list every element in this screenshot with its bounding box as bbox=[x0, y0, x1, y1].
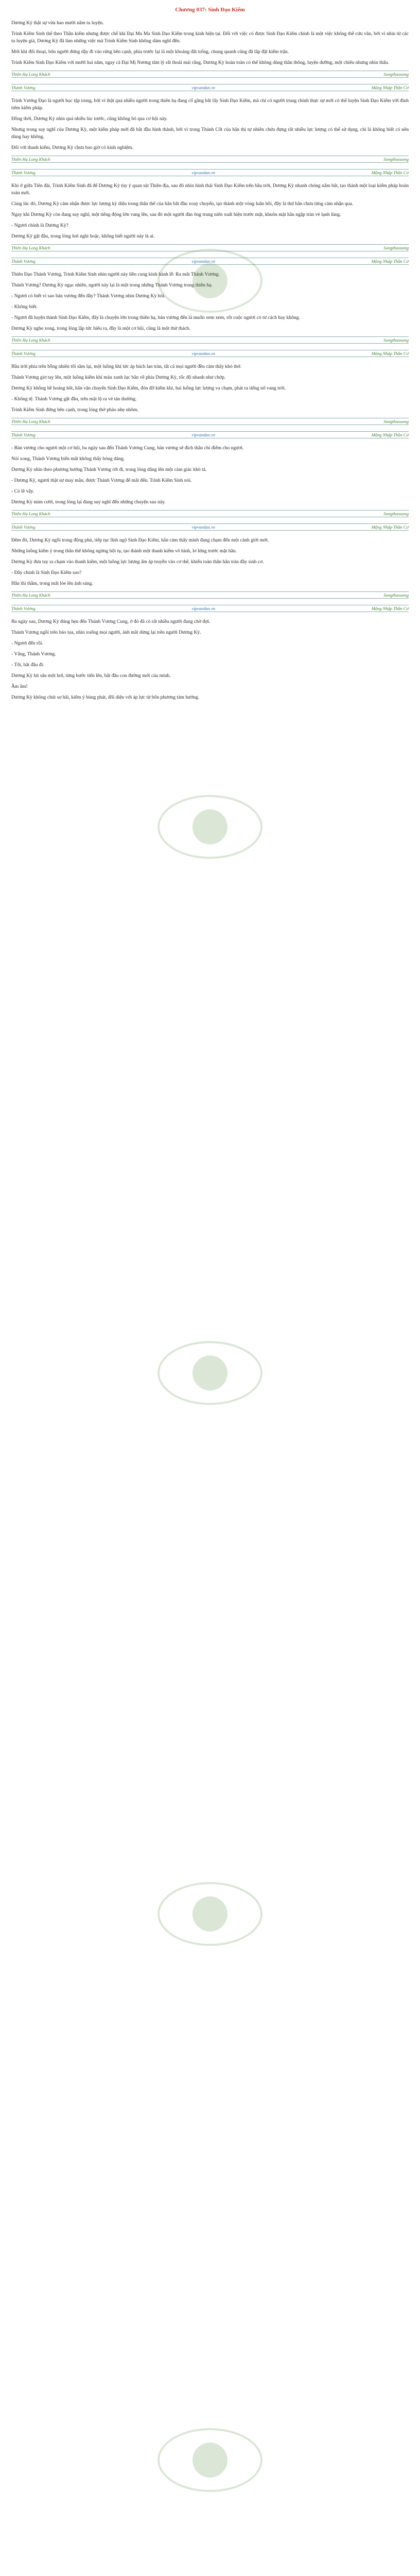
page-separator bbox=[11, 244, 409, 251]
separator-right-text: Mộng Nhập Thần Cơ bbox=[371, 170, 409, 175]
page-separator bbox=[11, 258, 409, 265]
separator-mid-text: vipvandan.vn bbox=[191, 606, 215, 611]
logo-watermark-icon bbox=[154, 788, 266, 866]
separator-mid-text: vipvandan.vn bbox=[191, 524, 215, 530]
paragraph: Đồng thời, Dương Kỳ nhìn quá nhiều lúc trước, cũng không bỏ qua cơ hội này. bbox=[11, 116, 168, 122]
separator-mid-text: vipvandan.vn bbox=[191, 351, 215, 356]
page-separator bbox=[11, 84, 409, 91]
paragraph: - Đây chính là Sinh Đạo Kiếm sao? bbox=[11, 570, 82, 575]
separator-right-text: Songthuxuong bbox=[383, 511, 409, 516]
paragraph: - Ngươi chính là Dương Kỳ? bbox=[11, 223, 68, 228]
separator-right-text: Songthuxuong bbox=[383, 157, 409, 162]
paragraph: Hắn thì thầm, trong mắt lóe lên ánh sáng. bbox=[11, 581, 93, 586]
separator-left-text: Thiên Hạ Long Khách bbox=[11, 337, 50, 343]
separator-left-text: Thiên Hạ Long Khách bbox=[11, 245, 50, 250]
paragraph: Thánh Vương? Dương Kỳ ngạc nhiên, người này lại là một trong những Thánh Vương trong thiên hạ. bbox=[11, 282, 213, 288]
separator-left-text: Thiên Hạ Long Khách bbox=[11, 157, 50, 162]
separator-mid-text: vipvandan.vn bbox=[191, 170, 215, 175]
paragraph: Dương Kỳ không hề hoảng hốt, hắn vận chuyển Sinh Đạo Kiếm, đón đỡ kiếm khí, hai luồng lực lượng va chạm, phát ra tiếng nổ vang trời. bbox=[11, 385, 286, 391]
logo-watermark-icon bbox=[154, 1875, 266, 1953]
separator-mid-text: vipvandan.vn bbox=[191, 432, 215, 437]
paragraph: - Vâng, Thánh Vương. bbox=[11, 651, 56, 657]
content-block-2 bbox=[11, 97, 409, 151]
paragraph: - Ngươi có biết vì sao bản vương đến đây? Thánh Vương nhìn Dương Kỳ hỏi. bbox=[11, 293, 166, 299]
paragraph: Dương Kỳ mỉm cười, trong lòng lại đang suy nghĩ đến những chuyện sau này. bbox=[11, 499, 166, 505]
paragraph: Trình Kiếm Sinh Đạo Kiếm với mười hai năm, ngay cả Đại Mị Nương tâm lý rất thoải mái rằng, Dương Kỳ hoàn toàn có thể không dùng thần thông, luyện dưỡng, một chiêu nhưng nhìn thấu. bbox=[11, 60, 389, 65]
page-separator bbox=[11, 350, 409, 357]
paragraph: Dương Kỳ gật đầu, trong lòng hơi nghi hoặc, không biết người này là ai. bbox=[11, 233, 155, 239]
paragraph: Trình Kiếm Sinh thể theo Thần kiếm nhưng được chế khi Đại Mu Ma Sinh Đạo Kiếm trong kinh hiện tại. Đối với việc có được Sinh Đạo Kiếm chính là một việc không thể cứu vãn, bởi vì nhìn từ các tu luyện giả, Dương Kỳ đã làm những việc mà Trình Kiếm Sinh không dám nghĩ đến. bbox=[11, 31, 409, 44]
paragraph: - Dương Kỳ, ngươi thật sự may mắn, được Thánh Vương để mắt đến. Trình Kiếm Sinh nói. bbox=[11, 478, 192, 483]
page-separator bbox=[11, 169, 409, 176]
paragraph: - Ngươi đến rồi. bbox=[11, 640, 43, 646]
content-block-1 bbox=[11, 20, 409, 66]
page-separator bbox=[11, 431, 409, 438]
separator-left-text: Thánh Vương bbox=[11, 432, 36, 437]
paragraph: Ầm ầm! bbox=[11, 684, 28, 689]
content-block-8 bbox=[11, 618, 409, 680]
paragraph: Bầu trời phía trên bỗng nhiên tối sầm lại, một luồng khí tức áp bách lan tràn, tất cả mọi người đều cảm thấy khó thở. bbox=[11, 364, 242, 369]
page-separator bbox=[11, 156, 409, 163]
paragraph: - Tốt, bắt đầu đi. bbox=[11, 662, 44, 668]
separator-left-text: Thánh Vương bbox=[11, 524, 36, 530]
paragraph: Đêm đó, Dương Kỳ ngồi trong động phủ, tiếp tục lĩnh ngộ Sinh Đạo Kiếm, hắn cảm thấy mình đang chạm đến một cảnh giới mới. bbox=[11, 537, 269, 543]
paragraph: - Bản vương cho ngươi một cơ hội, ba ngày sau đến Thánh Vương Cung, bản vương sẽ đích thân chỉ điểm cho ngươi. bbox=[11, 445, 244, 451]
page-separator bbox=[11, 71, 409, 78]
separator-left-text: Thánh Vương bbox=[11, 259, 36, 264]
separator-right-text: Mộng Nhập Thần Cơ bbox=[371, 85, 409, 90]
paragraph: Trình Vương Đạo là người học tập trung, bởi vì thật quá nhiều người trong thiên hạ đang cố gắng bắt lấy Sinh Đạo Kiếm, mà chỉ có người trung chính thực sự mới có thể luyện Sinh Đạo Kiếm với đỉnh tiêm kiếm pháp. bbox=[11, 98, 409, 111]
paragraph: Cùng lúc đó, Dương Kỳ cảm nhận được lực lượng kỳ diệu trong thân thể của hắn bắt đầu xoay chuyển, tạo thành một vòng luân hồi, đây là thứ hắn chưa từng cảm nhận qua. bbox=[11, 201, 354, 207]
logo-watermark-icon bbox=[154, 2421, 266, 2499]
paragraph: Dương Kỳ không chút sợ hãi, kiếm ý bùng phát, đối diện với áp lực từ bốn phương tám hướng. bbox=[11, 694, 200, 700]
separator-left-text: Thánh Vương bbox=[11, 351, 36, 356]
paragraph: Nói xong, Thánh Vương biến mất không thấy bóng dáng. bbox=[11, 456, 125, 462]
separator-right-text: Mộng Nhập Thần Cơ bbox=[371, 524, 409, 530]
paragraph: - Có lẽ vậy. bbox=[11, 488, 34, 494]
paragraph: Khi ở giữa Tiên đài, Trình Kiếm Sinh đã để Dương Kỳ tùy ý quan sát Thiên địa, sau đó nhìn hình thái Sinh Đạo Kiếm trên bầu trời, Dương Kỳ nhanh chóng nắm bắt, tạo thành một loại kiếm pháp hoàn toàn mới. bbox=[11, 183, 409, 196]
separator-left-text: Thiên Hạ Long Khách bbox=[11, 419, 50, 424]
content-ending bbox=[11, 683, 409, 701]
paragraph: Mới khi đối thoại, bốn người đứng dậy đi vào rừng bên cạnh, phía trước lại là một khoảng đất trống, chung quanh cũng đã lắp đặt kiếm trận. bbox=[11, 49, 289, 55]
paragraph: Thánh Vương giơ tay lên, một luồng kiếm khí màu xanh lục bắn về phía Dương Kỳ, tốc độ nhanh như chớp. bbox=[11, 375, 226, 380]
separator-left-text: Thánh Vương bbox=[11, 85, 36, 90]
content-block-7 bbox=[11, 537, 409, 587]
paragraph: Ngay khi Dương Kỳ còn đang suy nghĩ, một tiếng động lớn vang lên, sau đó một người đàn ông trung niên xuất hiện trước mặt, khuôn mặt hắn ngập tràn vẻ lạnh lùng. bbox=[11, 212, 341, 217]
separator-right-text: Songthuxuong bbox=[383, 592, 409, 598]
paragraph: Dương Kỳ nhìn theo phương hướng Thánh Vương rời đi, trong lòng dâng lên một cảm giác khó tả. bbox=[11, 467, 207, 472]
page-separator bbox=[11, 336, 409, 344]
paragraph: Trình Kiếm Sinh đứng bên cạnh, trong lòng thở phào nhẹ nhõm. bbox=[11, 407, 138, 413]
separator-mid-text: vipvandan.vn bbox=[191, 85, 215, 90]
separator-left-text: Thánh Vương bbox=[11, 606, 36, 611]
separator-right-text: Mộng Nhập Thần Cơ bbox=[371, 259, 409, 264]
page-separator bbox=[11, 523, 409, 531]
paragraph: - Ngươi đã luyện thành Sinh Đạo Kiếm, đây là chuyện lớn trong thiên hạ, bản vương đến là muốn xem xem, rốt cuộc ngươi có tư cách hay không. bbox=[11, 315, 300, 320]
separator-right-text: Songthuxuong bbox=[383, 72, 409, 77]
content-block-3 bbox=[11, 182, 409, 240]
separator-right-text: Mộng Nhập Thần Cơ bbox=[371, 432, 409, 437]
separator-left-text: Thiên Hạ Long Khách bbox=[11, 511, 50, 516]
paragraph: Dương Kỳ hít sâu một hơi, từng bước tiến lên, bắt đầu con đường mới của mình. bbox=[11, 673, 171, 679]
content-block-4 bbox=[11, 271, 409, 332]
paragraph: - Không biết. bbox=[11, 304, 38, 310]
separator-left-text: Thiên Hạ Long Khách bbox=[11, 72, 50, 77]
logo-watermark bbox=[154, 2421, 266, 2499]
paragraph: Dương Kỳ nghe xong, trong lòng lập tức hiểu ra, đây là một cơ hội, cũng là một thử thách. bbox=[11, 326, 190, 331]
content-block-5 bbox=[11, 363, 409, 414]
separator-left-text: Thánh Vương bbox=[11, 170, 36, 175]
page-separator bbox=[11, 591, 409, 599]
separator-right-text: Songthuxuong bbox=[383, 245, 409, 250]
separator-mid-text: vipvandan.vn bbox=[191, 259, 215, 264]
paragraph: Ba ngày sau, Dương Kỳ đúng hẹn đến Thánh Vương Cung, ở đó đã có rất nhiều người đang chờ đợi. bbox=[11, 619, 211, 624]
page-separator bbox=[11, 418, 409, 425]
paragraph: Đối với thanh kiếm, Dương Kỳ chưa bao giờ có kinh nghiệm. bbox=[11, 145, 133, 150]
page-separator bbox=[11, 605, 409, 612]
content-block-6 bbox=[11, 445, 409, 506]
paragraph: Dương Kỳ thật sự vừa hao mười năm tu luyện. bbox=[11, 20, 104, 26]
chapter-title: Chương 037: Sinh Đạo Kiếm bbox=[175, 7, 245, 13]
separator-right-text: Mộng Nhập Thần Cơ bbox=[371, 351, 409, 356]
logo-watermark bbox=[154, 1875, 266, 1953]
separator-left-text: Thiên Hạ Long Khách bbox=[11, 592, 50, 598]
logo-watermark bbox=[154, 788, 266, 866]
separator-right-text: Songthuxuong bbox=[383, 337, 409, 343]
paragraph: Thiên Đạo Thánh Vương, Trình Kiếm Sinh nhìn người này liền cung kính hành lễ: Ra mắt Thánh Vương. bbox=[11, 272, 220, 277]
page-separator bbox=[11, 510, 409, 517]
paragraph: - Không tệ. Thánh Vương gật đầu, trên mặt lộ ra vẻ tán thưởng. bbox=[11, 396, 137, 402]
logo-watermark-icon bbox=[154, 1334, 266, 1412]
paragraph: Những luồng kiếm ý trong thân thể không ngừng hội tụ, tạo thành một thanh kiếm vô hình, lơ lửng trước mặt hắn. bbox=[11, 548, 237, 554]
paragraph: Nhưng trong suy nghĩ của Dương Kỳ, một kiếm pháp mới đã bắt đầu hình thành, bởi vì trong Thánh Cốt của hắn thì tự nhiên chứa đựng rất nhiều lực lượng có thể sử dụng, chỉ là không biết có nên dùng hay không. bbox=[11, 127, 409, 140]
separator-right-text: Mộng Nhập Thần Cơ bbox=[371, 606, 409, 611]
logo-watermark bbox=[154, 1334, 266, 1412]
paragraph: Thánh Vương ngồi trên bảo tọa, nhìn xuống mọi người, ánh mắt dừng lại trên người Dương Kỳ. bbox=[11, 630, 201, 635]
paragraph: Dương Kỳ đưa tay ra chạm vào thanh kiếm, một luồng lực lượng ấm áp truyền vào cơ thể, khiến toàn thân hắn tràn đầy sinh cơ. bbox=[11, 559, 264, 565]
separator-right-text: Songthuxuong bbox=[383, 419, 409, 424]
